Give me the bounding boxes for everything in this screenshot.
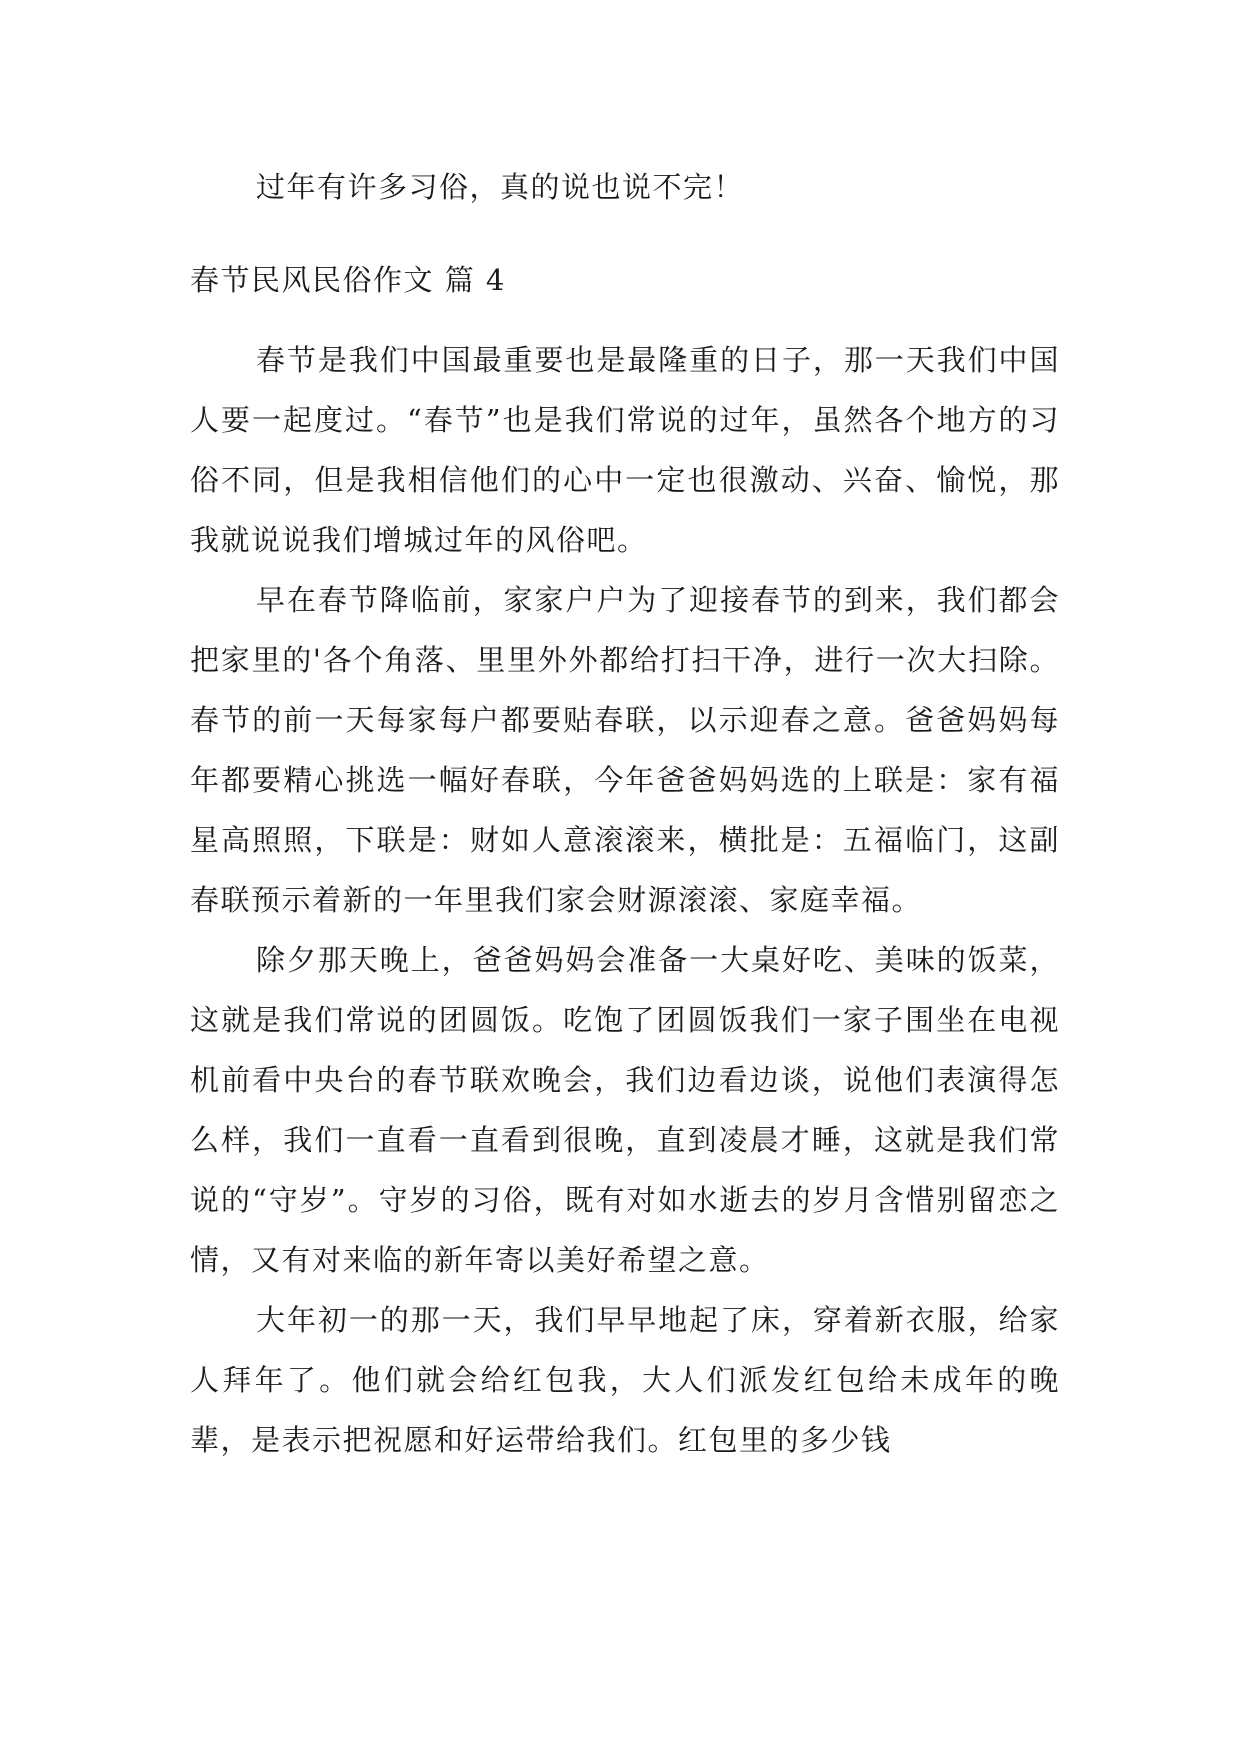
- section-heading: 春节民风民俗作文 篇 4: [190, 263, 506, 297]
- closing-line: 过年有许多习俗，真的说也说不完！: [256, 170, 745, 204]
- essay-body: [190, 330, 1060, 1470]
- paragraph: 除夕那天晚上，爸爸妈妈会准备一大桌好吃、美味的饭菜，这就是我们常说的团圆饭。吃饱了团圆饭我们一家子围坐在电视机前看中央台的春节联欢晚会，我们边看边谈，说他们表演得怎么样，我们一直看一直看到很晚，直到凌晨才睡，这就是我们常说的“守岁”。守岁的习俗，既有对如水逝去的岁月含惜别留恋之情，又有对来临的新年寄以美好希望之意。: [190, 943, 1060, 1277]
- paragraph: 大年初一的那一天，我们早早地起了床，穿着新衣服，给家人拜年了。他们就会给红包我，大人们派发红包给未成年的晚辈，是表示把祝愿和好运带给我们。红包里的多少钱: [190, 1303, 1060, 1457]
- paragraph: 早在春节降临前，家家户户为了迎接春节的到来，我们都会把家里的'各个角落、里里外外都给打扫干净，进行一次大扫除。春节的前一天每家每户都要贴春联，以示迎春之意。爸爸妈妈每年都要精心挑选一幅好春联，今年爸爸妈妈选的上联是：家有福星高照照，下联是：财如人意滚滚来，横批是：五福临门，这副春联预示着新的一年里我们家会财源滚滚、家庭幸福。: [190, 583, 1060, 917]
- paragraph: 春节是我们中国最重要也是最隆重的日子，那一天我们中国人要一起度过。“春节”也是我们常说的过年，虽然各个地方的习俗不同，但是我相信他们的心中一定也很激动、兴奋、愉悦，那我就说说我们增城过年的风俗吧。: [190, 343, 1060, 557]
